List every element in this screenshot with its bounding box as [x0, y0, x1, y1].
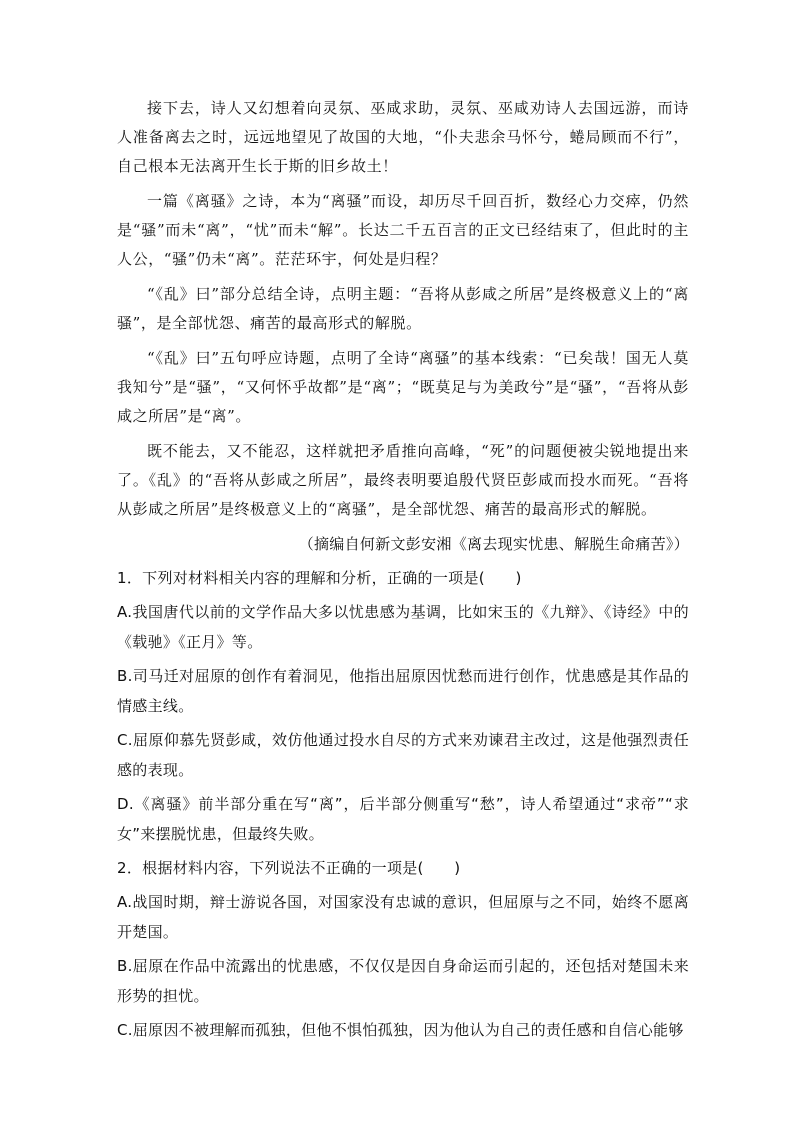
article-paragraph: “《乱》曰”部分总结全诗，点明主题：“吾将从彭咸之所居”是终极意义上的“离骚”，是全部忧怨、痛苦的最高形式的解脱。 — [117, 285, 689, 332]
answer-option-b: B.司马迁对屈原的创作有着洞见，他指出屈原因忧愁而进行创作，忧患感是其作品的情感主线。 — [117, 667, 689, 715]
question-stem: 1．下列对材料相关内容的理解和分析，正确的一项是( ) — [117, 569, 522, 587]
question-2 — [117, 853, 689, 1045]
question-stem: 2．根据材料内容，下列说法不正确的一项是( ) — [117, 859, 461, 877]
article-body — [117, 94, 689, 559]
document-content — [117, 94, 689, 1049]
article-paragraph: 一篇《离骚》之诗，本为“离骚”而设，却历尽千回百折，数经心力交瘁，仍然是“骚”而未“离”，“忧”而未“解”。长达二千五百言的正文已经结束了，但此时的主人公，“骚”仍未“离”。茫茫环宇，何处是归程？ — [117, 192, 689, 268]
answer-option-c: C.屈原因不被理解而孤独，但他不惧怕孤独，因为他认为自己的责任感和自信心能够 — [117, 1021, 684, 1039]
answer-option-a: A.我国唐代以前的文学作品大多以忧患感为基调，比如宋玉的《九辩》、《诗经》中的《载驰》《正月》等。 — [117, 603, 689, 651]
article-source: （摘编自何新文彭安湘《离去现实忧患、解脱生命痛苦》） — [298, 535, 689, 553]
article-paragraph: 既不能去，又不能忍，这样就把矛盾推向高峰，“死”的问题便被尖锐地提出来了。《乱》的“吾将从彭咸之所居”，最终表明要追殷代贤臣彭咸而投水而死。“吾将从彭咸之所居”是终极意义上的“离骚”，是全部忧怨、痛苦的最高形式的解脱。 — [117, 442, 689, 518]
answer-option-d: D.《离骚》前半部分重在写“离”，后半部分侧重写“愁”，诗人希望通过“求帝”“求女”来摆脱忧患，但最终失败。 — [117, 795, 689, 843]
answer-option-c: C.屈原仰慕先贤彭咸，效仿他通过投水自尽的方式来劝谏君主改过，这是他强烈责任感的表现。 — [117, 731, 689, 779]
answer-option-b: B.屈原在作品中流露出的忧患感，不仅仅是因自身命运而引起的，还包括对楚国未来形势的担忧。 — [117, 957, 689, 1005]
article-paragraph: 接下去，诗人又幻想着向灵氛、巫咸求助，灵氛、巫咸劝诗人去国远游，而诗人准备离去之时，远远地望见了故国的大地，“仆夫悲余马怀兮，蜷局顾而不行”，自己根本无法离开生长于斯的旧乡故土！ — [117, 99, 689, 175]
question-1 — [117, 563, 689, 849]
answer-option-a: A.战国时期，辩士游说各国，对国家没有忠诚的意识，但屈原与之不同，始终不愿离开楚国。 — [117, 893, 689, 941]
article-paragraph: “《乱》曰”五句呼应诗题，点明了全诗“离骚”的基本线索：“已矣哉！国无人莫我知兮”是“骚”，“又何怀乎故都”是“离”；“既莫足与为美政兮”是“骚”，“吾将从彭咸之所居”是“离”。 — [117, 349, 689, 425]
